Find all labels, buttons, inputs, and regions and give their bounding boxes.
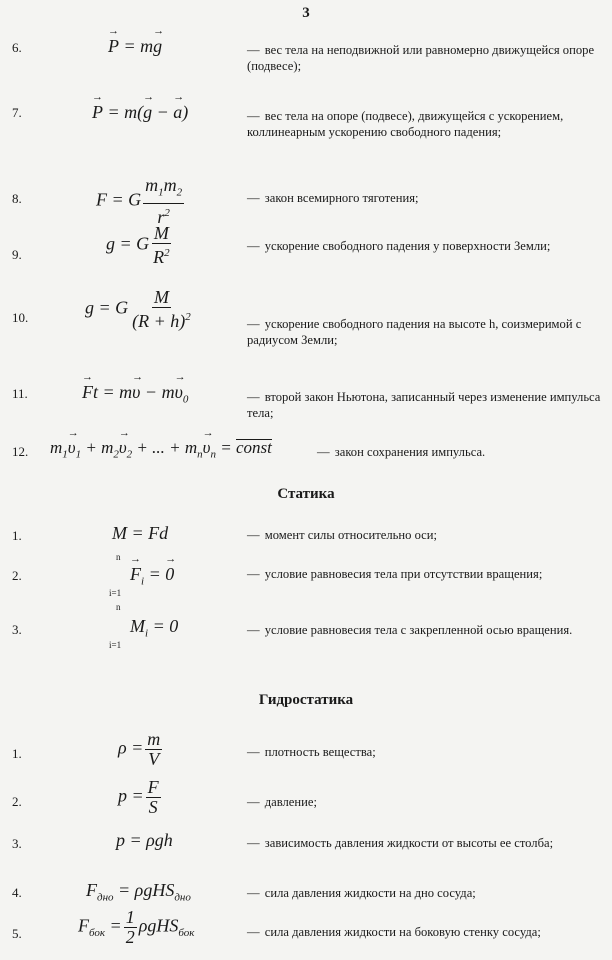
formula-force-equilibrium: n $F \to_i = 0$ → i=1 [104,556,184,600]
description: — второй закон Ньютона, записанный через изменение импульса тела; [247,390,601,420]
description: — сила давления жидкости на дно сосуда; [247,886,476,900]
formula-bottom-force: $F_{дно} = \rho gHS_{дно}$ [86,880,191,904]
description: — зависимость давления жидкости от высоты ее столба; [247,836,554,850]
page-number: 3 [302,5,310,21]
formula-g-surface: g = G $\frac{M}{R^2}$ [106,223,170,267]
formula-g-height: g = G $\frac{M}{(R + h)^2}$ [85,287,191,331]
section-title-statics: Статика [277,486,335,502]
item-number: 10. [12,310,29,325]
item-number: 9. [12,247,22,262]
formula-moment-equilibrium: n $M_i = 0$ i=1 [109,602,179,650]
item-number: 5. [12,926,22,941]
item-number: 1. [12,746,22,761]
description: — вес тела на опоре (подвесе), движущейся с ускорением, коллинеарным ускорению свободного падения; [247,109,564,139]
description: — условие равновесия тела при отсутствии вращения; [247,567,543,581]
formula-moment: M = Fd [112,523,169,543]
formula-weight-rest: P → = mg → [108,36,162,57]
description: — ускорение свободного падения на высоте h, соизмеримой с радиусом Земли; [247,317,582,347]
description: — ускорение свободного падения у поверхности Земли; [247,239,551,253]
formula-momentum-conservation: $m_1\upsilon \to_1 + m_2\upsilon \to_2$ + ... + $m_n\upsilon \to_n$ = const [50,438,272,460]
formula-hydrostatic-pressure: p = ρgh [116,830,173,850]
item-number: 3. [12,836,22,851]
description: — закон всемирного тяготения; [247,191,419,205]
description: — момент силы относительно оси; [247,528,438,542]
item-number: 2. [12,794,22,809]
item-number: 4. [12,885,22,900]
description: — давление; [247,795,317,809]
description: — плотность вещества; [247,745,376,759]
description: — вес тела на неподвижной или равномерно движущейся опоре (подвесе); [247,43,595,73]
description: — закон сохранения импульса. [317,445,486,459]
item-number: 3. [12,622,22,637]
formula-weight-accel: P → = m(g → − a →) [92,102,188,123]
formula-newton-momentum: F →t = mυ → − $m\upsilon \to_0$ [82,382,188,406]
item-number: 2. [12,568,22,583]
description: — сила давления жидкости на боковую стенку сосуда; [247,925,541,939]
item-number: 12. [12,444,29,459]
item-number: 11. [12,386,28,401]
item-number: 6. [12,40,22,55]
section-title-hydrostatics: Гидростатика [258,692,354,708]
formula-pressure: p = $\frac{F}{S}$ [118,777,159,817]
description: — условие равновесия тела с закрепленной осью вращения. [247,623,573,637]
formula-gravitation: F = G $\frac{m_1m_2}{r^2}$ [96,175,183,227]
item-number: 1. [12,528,22,543]
item-number: 7. [12,105,22,120]
formula-side-force: $F_{бок}$ = $\frac{1}{2}$ ρgHS$_{бок}$ [78,907,195,947]
item-number: 8. [12,191,22,206]
formula-density: ρ = $\frac{m}{V}$ [118,729,161,769]
